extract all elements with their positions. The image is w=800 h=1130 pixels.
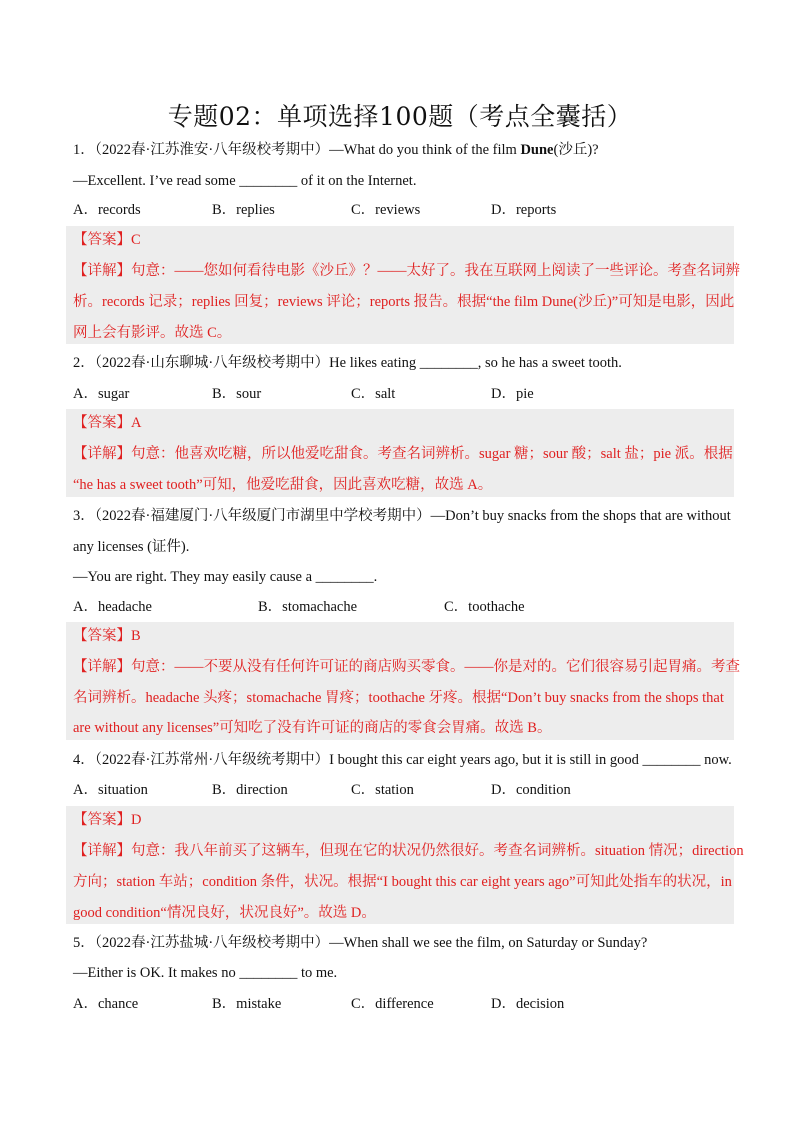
- explain-4-line-1: 【详解】句意：我八年前买了这辆车，但现在它的状况仍然很好。考查名词辨析。situation 情况；direction: [73, 843, 744, 859]
- question-5-reply: —Either is OK. It makes no ________ to me.: [73, 965, 338, 981]
- explain-2-line-2: “he has a sweet tooth”可知，他爱吃甜食，因此喜欢吃糖，故选 A。: [73, 477, 493, 493]
- question-1-reply: —Excellent. I’ve read some ________ of it on the Internet.: [73, 173, 417, 189]
- question-3-stem-cont: any licenses (证件).: [73, 539, 190, 555]
- explain-1-line-2: 析。records 记录；replies 回复；reviews 评论；reports 报告。根据“the film Dune(沙丘)”可知是电影，因此: [73, 294, 735, 310]
- question-1-text: 1．（2022春·江苏淮安·八年级校考期中）—What do you think of the film: [73, 142, 521, 158]
- option-a: A．records: [73, 202, 141, 218]
- option-a: A．sugar: [73, 386, 130, 402]
- film-suffix: (沙丘)?: [553, 142, 599, 158]
- explain-3-line-2: 名词辨析。headache 头疼；stomachache 胃疼；toothache 牙疼。根据“Don’t buy snacks from the shops that: [73, 690, 724, 706]
- answer-2: 【答案】A: [73, 415, 142, 431]
- explain-3-line-3: are without any licenses”可知吃了没有许可证的商店的零食会胃痛。故选 B。: [73, 720, 552, 736]
- question-4-stem: 4．（2022春·江苏常州·八年级统考期中）I bought this car eight years ago, but it is still in good ________ now.: [73, 752, 732, 768]
- film-title: Dune: [520, 142, 554, 158]
- question-2-stem: 2．（2022春·山东聊城·八年级校考期中）He likes eating ________, so he has a sweet tooth.: [73, 355, 622, 371]
- option-a: A．headache: [73, 599, 152, 615]
- option-b: B．mistake: [212, 996, 282, 1012]
- option-b: B．sour: [212, 386, 262, 402]
- option-d: D．pie: [491, 386, 534, 402]
- option-b: B．direction: [212, 782, 288, 798]
- question-3-stem: 3．（2022春·福建厦门·八年级厦门市湖里中学校考期中）—Don’t buy snacks from the shops that are without: [73, 508, 731, 524]
- explain-2-line-1: 【详解】句意：他喜欢吃糖，所以他爱吃甜食。考查名词辨析。sugar 糖；sour 酸；salt 盐；pie 派。根据: [73, 446, 733, 462]
- option-b: B．replies: [212, 202, 275, 218]
- option-c: C．reviews: [351, 202, 421, 218]
- option-c: C．station: [351, 782, 414, 798]
- explain-4-line-2: 方向；station 车站；condition 条件，状况。根据“I bought this car eight years ago”可知此处指车的状况，in: [73, 874, 732, 890]
- answer-1: 【答案】C: [73, 232, 141, 248]
- answer-3: 【答案】B: [73, 628, 141, 644]
- option-c: C．toothache: [444, 599, 525, 615]
- answer-4: 【答案】D: [73, 812, 142, 828]
- explain-1-line-3: 网上会有影评。故选 C。: [73, 325, 232, 341]
- explain-4-line-3: good condition“情况良好，状况良好”。故选 D。: [73, 905, 376, 921]
- option-a: A．situation: [73, 782, 148, 798]
- option-d: D．reports: [491, 202, 557, 218]
- option-a: A．chance: [73, 996, 139, 1012]
- page-title: 专题02：单项选择100题（考点全囊括）: [167, 102, 633, 131]
- option-b: B．stomachache: [258, 599, 358, 615]
- question-3-reply: —You are right. They may easily cause a ________.: [73, 569, 378, 585]
- option-d: D．condition: [491, 782, 571, 798]
- option-c: C．difference: [351, 996, 434, 1012]
- explain-1-line-1: 【详解】句意：——您如何看待电影《沙丘》？——太好了。我在互联网上阅读了一些评论。考查名词辨: [73, 263, 740, 279]
- option-c: C．salt: [351, 386, 396, 402]
- question-1-stem: [73, 140, 733, 160]
- option-d: D．decision: [491, 996, 565, 1012]
- explain-3-line-1: 【详解】句意：——不要从没有任何许可证的商店购买零食。——你是对的。它们很容易引起胃痛。考查: [73, 659, 740, 675]
- question-5-stem: 5．（2022春·江苏盐城·八年级校考期中）—When shall we see the film, on Saturday or Sunday?: [73, 935, 648, 951]
